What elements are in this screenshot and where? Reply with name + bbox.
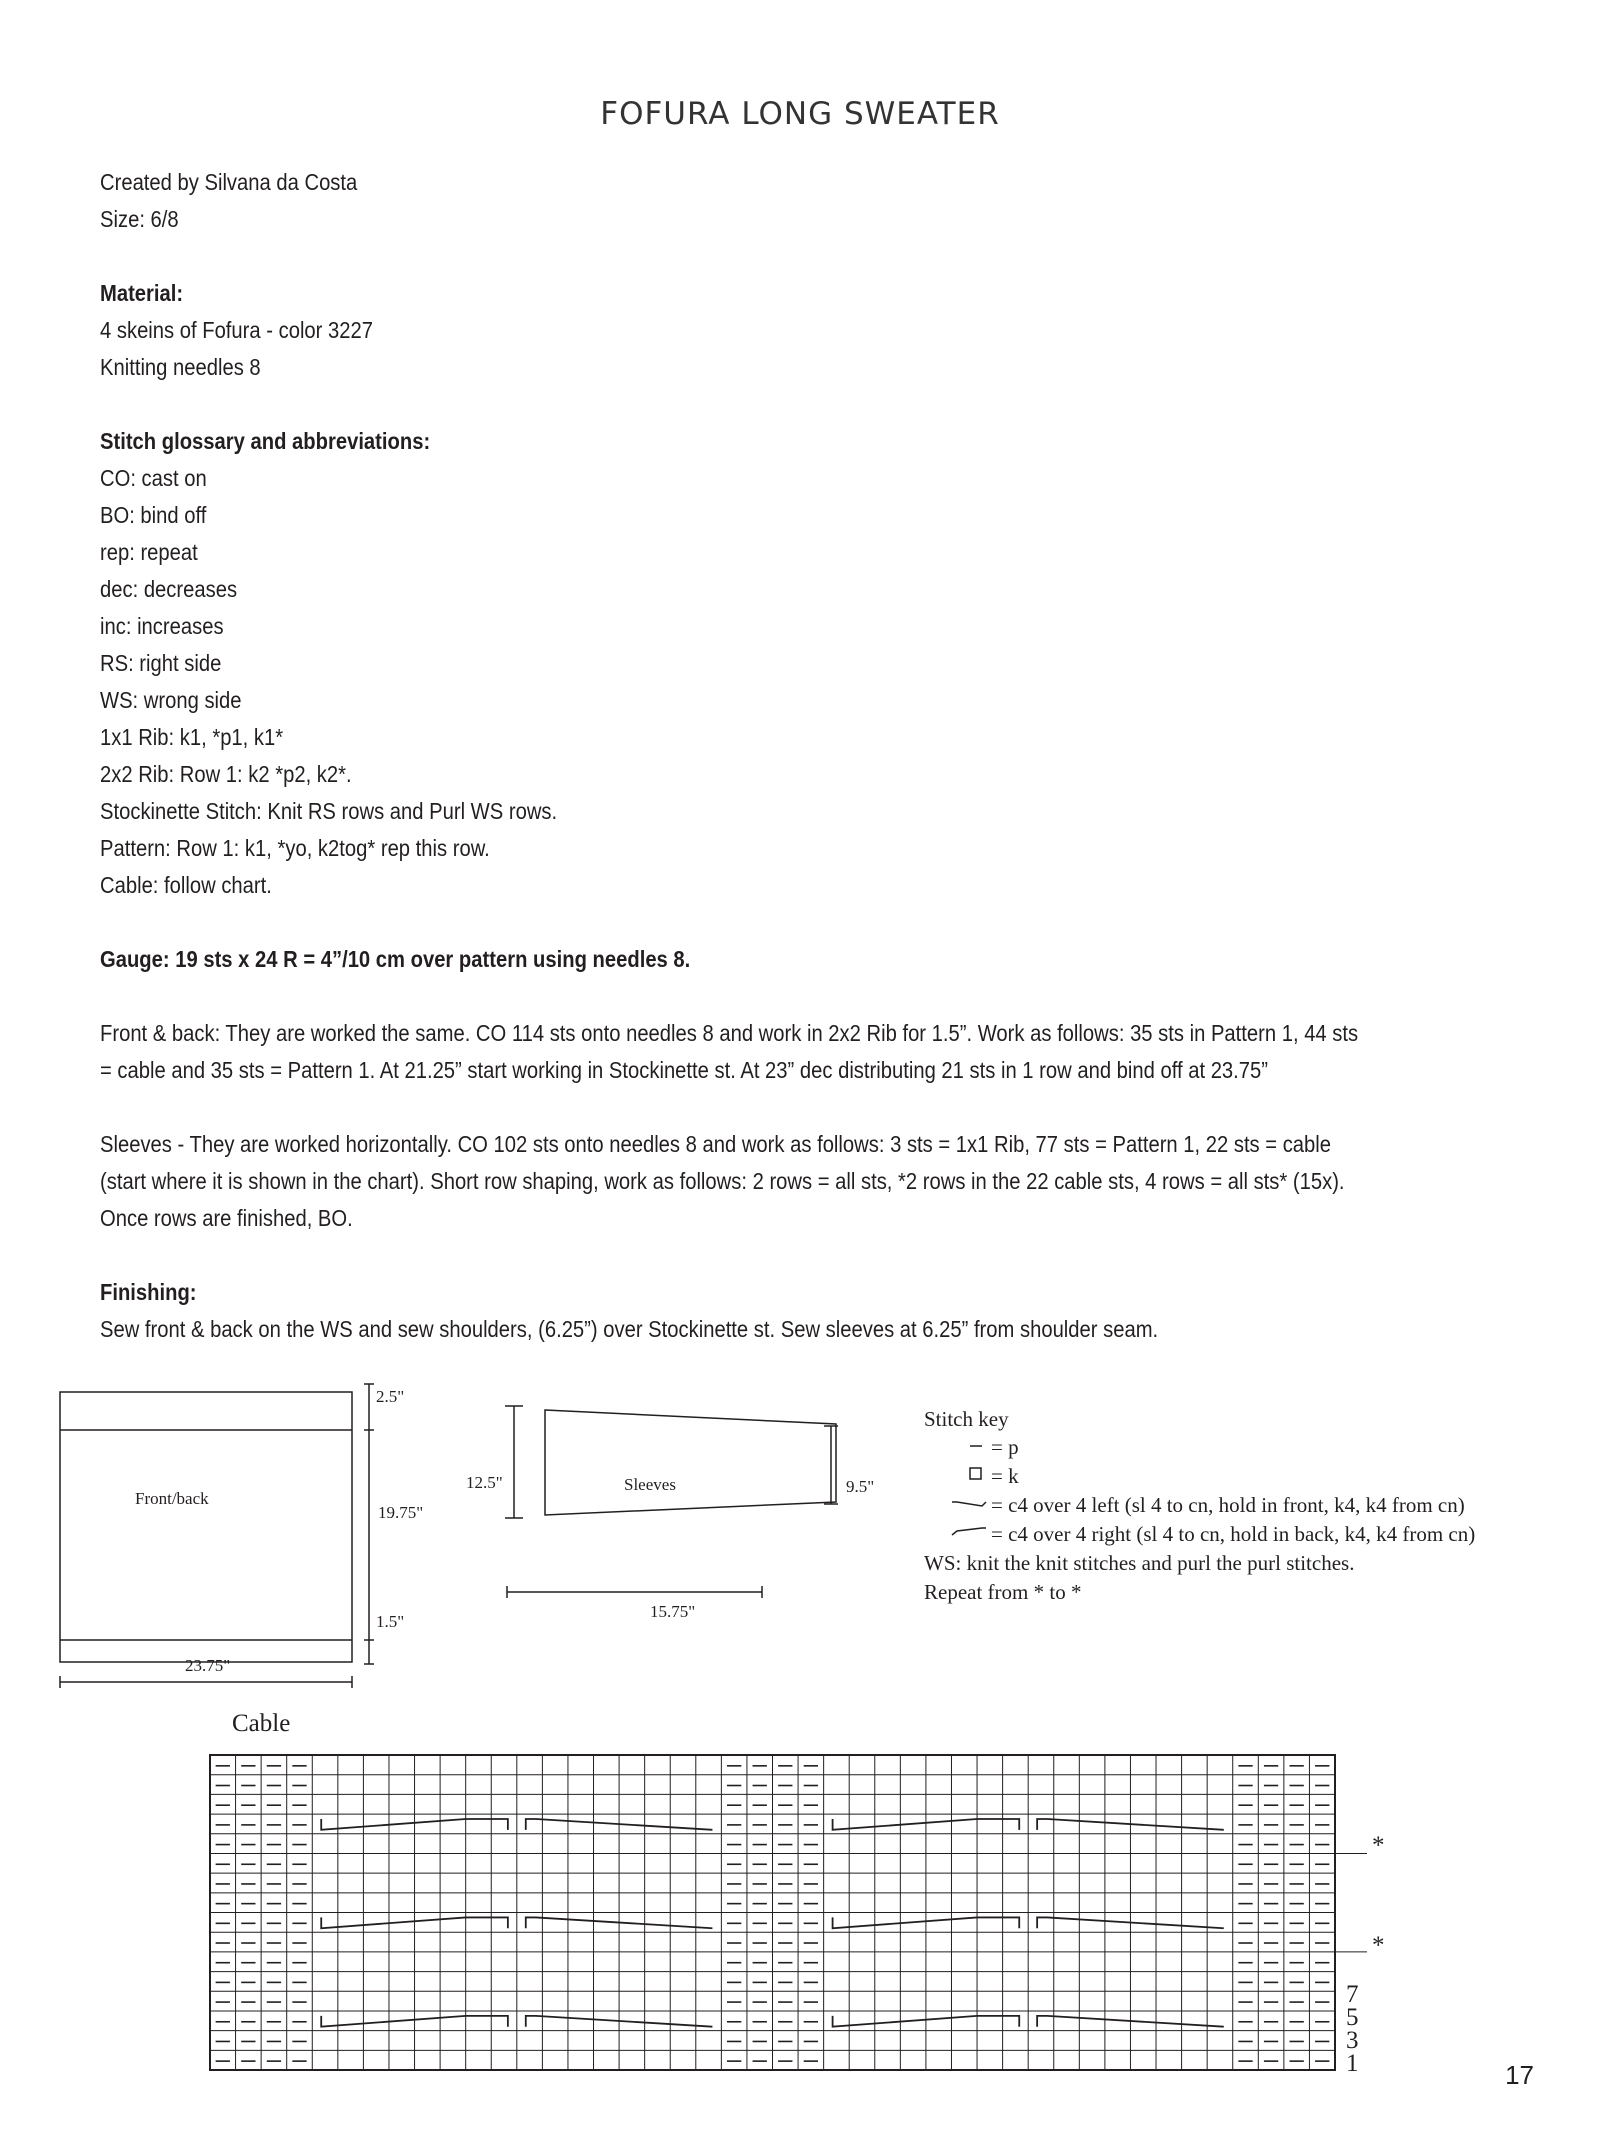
page-title: FOFURA LONG SWEATER bbox=[600, 96, 1000, 132]
row-number: 1 bbox=[1346, 2050, 1359, 2077]
sleeve-left-measure: 12.5" bbox=[466, 1473, 503, 1492]
glossary-item: BO: bind off bbox=[100, 502, 207, 528]
stitch-key-ws-note: WS: knit the knit stitches and purl the purl stitches. bbox=[924, 1551, 1355, 1575]
cable-chart-title: Cable bbox=[232, 1710, 291, 1737]
material-item: Knitting needles 8 bbox=[100, 354, 261, 380]
sleeve-label: Sleeves bbox=[624, 1475, 676, 1494]
glossary-item: CO: cast on bbox=[100, 465, 207, 491]
stitch-key-p: = p bbox=[991, 1435, 1019, 1459]
top-band-measure: 2.5" bbox=[376, 1387, 405, 1406]
bottom-band-measure: 1.5" bbox=[376, 1612, 405, 1631]
glossary-item: 1x1 Rib: k1, *p1, k1* bbox=[100, 724, 284, 750]
stitch-key-k: = k bbox=[991, 1464, 1019, 1488]
sleeves-instructions: Sleeves - They are worked horizontally. CO 102 sts onto needles 8 and work as follows: 3 sts = 1x1 Rib, 77 sts = Pattern 1, 22 sts = cable (start where it is shown in the chart). Short row shaping, work as follows: 2 rows = all sts, *2 rows in the 22 cable sts, 4 rows = all sts* (15x). Once rows are finished, BO. bbox=[100, 1131, 1345, 1231]
glossary-item: rep: repeat bbox=[100, 539, 198, 565]
glossary-item: RS: right side bbox=[100, 650, 222, 676]
material-heading: Material: bbox=[100, 280, 184, 306]
author-line: Created by Silvana da Costa bbox=[100, 169, 358, 195]
body-height-measure: 19.75" bbox=[378, 1503, 424, 1522]
glossary-item: inc: increases bbox=[100, 613, 224, 639]
stitch-key-heading: Stitch key bbox=[924, 1407, 1009, 1431]
finishing-heading: Finishing: bbox=[100, 1279, 197, 1305]
glossary-item: 2x2 Rib: Row 1: k2 *p2, k2*. bbox=[100, 761, 352, 787]
stitch-key-c4-left: = c4 over 4 left (sl 4 to cn, hold in front, k4, k4 from cn) bbox=[991, 1493, 1465, 1517]
row-number: 5 bbox=[1346, 2004, 1359, 2031]
width-measure: 23.75" bbox=[185, 1656, 231, 1675]
page-number: 17 bbox=[1505, 2060, 1534, 2090]
glossary-item: Stockinette Stitch: Knit RS rows and Purl WS rows. bbox=[100, 798, 558, 824]
material-item: 4 skeins of Fofura - color 3227 bbox=[100, 317, 373, 343]
front-back-instructions: Front & back: They are worked the same. CO 114 sts onto needles 8 and work in 2x2 Rib for 1.5”. Work as follows: 35 sts in Pattern 1, 44 sts = cable and 35 sts = Pattern 1. At 21.25” start working in Stockinette st. At 23” dec distributing 21 sts in 1 row and bind off at 23.75” bbox=[100, 1020, 1359, 1083]
row-number: 3 bbox=[1346, 2027, 1359, 2054]
stitch-key-repeat-note: Repeat from * to * bbox=[924, 1580, 1082, 1604]
row-number: 7 bbox=[1346, 1981, 1359, 2008]
glossary-item: Cable: follow chart. bbox=[100, 872, 272, 898]
repeat-mark: * bbox=[1372, 1932, 1385, 1959]
stitch-key-c4-right: = c4 over 4 right (sl 4 to cn, hold in back, k4, k4 from cn) bbox=[991, 1522, 1476, 1546]
gauge-line: Gauge: 19 sts x 24 R = 4”/10 cm over pattern using needles 8. bbox=[100, 946, 691, 972]
glossary-item: Pattern: Row 1: k1, *yo, k2tog* rep this row. bbox=[100, 835, 490, 861]
sleeve-right-measure: 9.5" bbox=[846, 1477, 875, 1496]
glossary-heading: Stitch glossary and abbreviations: bbox=[100, 428, 431, 454]
glossary-item: WS: wrong side bbox=[100, 687, 242, 713]
sleeve-length-measure: 15.75" bbox=[650, 1602, 696, 1621]
glossary-item: dec: decreases bbox=[100, 576, 238, 602]
front-back-label: Front/back bbox=[135, 1489, 209, 1508]
finishing-text: Sew front & back on the WS and sew shoulders, (6.25”) over Stockinette st. Sew sleeves at 6.25” from shoulder seam. bbox=[100, 1316, 1159, 1342]
repeat-mark: * bbox=[1372, 1832, 1385, 1859]
size-line: Size: 6/8 bbox=[100, 206, 179, 232]
